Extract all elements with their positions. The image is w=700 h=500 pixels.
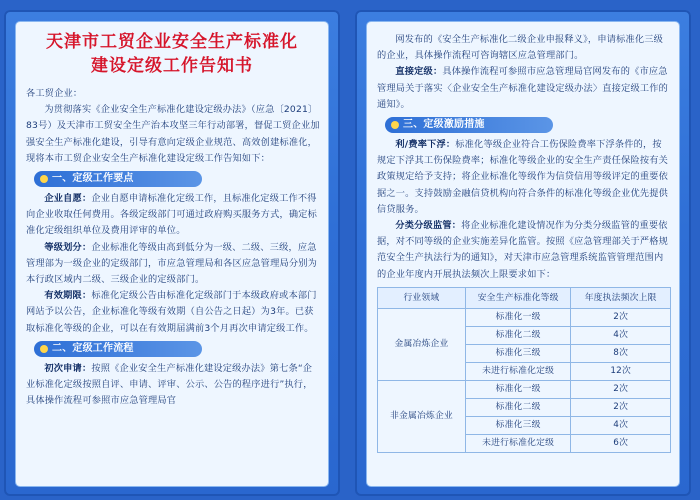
table-cell-frequency: 8次	[571, 344, 671, 362]
right-page-content	[377, 32, 671, 453]
left-page	[4, 10, 340, 496]
paragraph-classified-supervision	[377, 218, 671, 283]
table-cell-frequency: 2次	[571, 308, 671, 326]
table-cell-grade: 标准化二级	[465, 398, 570, 416]
table-row	[378, 308, 671, 326]
label-initial-application: 初次申请：	[44, 362, 92, 374]
label-voluntary: 企业自愿：	[44, 193, 92, 205]
title-line-1: 天津市工贸企业安全生产标准化	[46, 32, 298, 52]
table-header-frequency: 年度执法频次上限	[571, 287, 671, 308]
table-row	[378, 380, 671, 398]
paragraph-voluntary	[26, 191, 320, 240]
label-rate-reduction: 利/费率下浮：	[395, 139, 456, 151]
table-header-row	[378, 287, 671, 308]
text-direct-grading: 具体操作流程可参照市应急管理局官网发布的《市应急管理局关于落实〈企业安全生产标准化建设定级办法〉直接定级工作的通知》。	[377, 66, 669, 110]
table-cell-grade: 标准化三级	[465, 344, 570, 362]
label-classified-supervision: 分类分级监管：	[395, 220, 462, 232]
table-cell-industry: 金属冶炼企业	[378, 308, 466, 380]
right-page	[355, 10, 691, 496]
table-cell-grade: 标准化一级	[465, 308, 570, 326]
table-cell-frequency: 2次	[571, 398, 671, 416]
enforcement-frequency-table	[377, 287, 671, 453]
section-heading-2: 二、定级工作流程	[34, 341, 202, 357]
paragraph-grading	[26, 240, 320, 289]
text-validity: 标准化定级公告由标准化定级部门于本级政府或本部门网站予以公告，企业标准化等级有效期（自公告之日起）为3年。已获取标准化等级的企业，可以在有效期届满前3个月再次申请定级工作。	[26, 290, 317, 334]
table-cell-grade: 标准化二级	[465, 326, 570, 344]
text-grading: 企业标准化等级由高到低分为一级、二级、三级，应急管理部为一级企业的定级部门，市应急管理局和各区应急管理局分别为本行政区域内二级、三级企业的定级部门。	[26, 241, 318, 286]
table-cell-grade: 标准化一级	[465, 380, 570, 398]
table-cell-grade: 未进行标准化定级	[465, 434, 570, 452]
paragraph-direct-grading	[377, 64, 671, 113]
left-page-content	[26, 86, 320, 409]
text-initial-application: 按照《企业安全生产标准化建设定级办法》第七条“企业标准化定级按照自评、申请、评审、公示、公告的程序进行”执行，具体操作流程可参照市应急管理局官	[26, 362, 313, 407]
table-header-industry: 行业领域	[378, 287, 466, 308]
table-cell-grade: 未进行标准化定级	[465, 362, 570, 380]
label-validity: 有效期限：	[44, 290, 92, 302]
table-cell-grade: 标准化三级	[465, 416, 570, 434]
table-header-grade: 安全生产标准化等级	[465, 287, 570, 308]
label-direct-grading: 直接定级：	[395, 66, 443, 78]
label-grading: 等级划分：	[44, 241, 92, 253]
paragraph-continued: 网发布的《安全生产标准化二级企业申报释义》，申请标准化三级的企业，具体操作流程可咨询辖区应急管理部门。	[377, 34, 664, 62]
text-rate-reduction: 标准化等级企业符合工伤保险费率下浮条件的，按规定下浮其工伤保险费率；标准化等级企业的安全生产责任保险按有关政策规定给予支持；将企业标准化等级作为信贷信用等级评定的重要依据之一。支持鼓励金融信贷机构向符合条件的标准化等级企业优先提供信贷服务。	[377, 139, 669, 215]
paragraph-rate-reduction	[377, 137, 671, 218]
table-cell-frequency: 4次	[571, 326, 671, 344]
table-cell-frequency: 2次	[571, 380, 671, 398]
intro-paragraph: 为贯彻落实《企业安全生产标准化建设定级办法》（应急〔2021〕83号）及天津市工贸安全生产治本攻坚三年行动部署，督促工贸企业加强安全生产标准化建设，引导有意向定级企业规范、高效创建标准化，现将本市工贸企业安全生产标准化建设定级工作告知如下：	[26, 104, 320, 164]
section-heading-3: 三、定级激励措施	[385, 117, 553, 133]
greeting: 各工贸企业：	[26, 88, 83, 99]
paragraph-validity	[26, 288, 320, 337]
document-title	[16, 30, 328, 78]
text-voluntary: 企业自愿申请标准化定级工作，且标准化定级工作不得向企业收取任何费用。各级定级部门可通过政府购买服务方式，确定标准化定级组织单位及费用评审的单位。	[26, 193, 318, 237]
title-line-2: 建设定级工作告知书	[91, 56, 253, 76]
text-classified-supervision: 将企业标准化建设情况作为分类分级监管的重要依据，对不同等级的企业实施差异化监管。按照《应急管理部关于严格规范安全生产执法行为的通知》，对天津市应急管理系统监管管理范围内的企业年度内开展执法频次上限要求如下：	[377, 220, 669, 280]
section-heading-1: 一、定级工作要点	[34, 171, 202, 187]
table-cell-frequency: 12次	[571, 362, 671, 380]
paragraph-initial-application	[26, 361, 320, 410]
table-cell-frequency: 4次	[571, 416, 671, 434]
table-cell-industry: 非金属冶炼企业	[378, 380, 466, 452]
table-cell-frequency: 6次	[571, 434, 671, 452]
